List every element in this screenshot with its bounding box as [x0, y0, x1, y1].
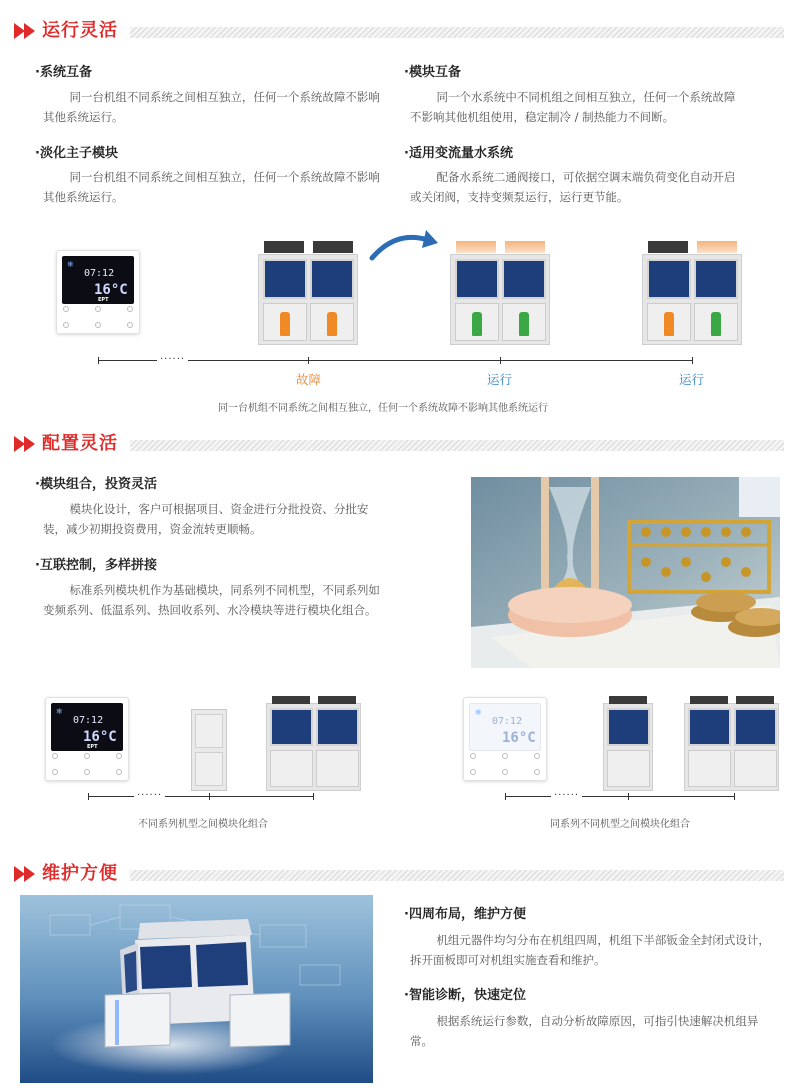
coil-panel — [270, 708, 313, 746]
controller-screen — [62, 256, 134, 304]
unit-body — [258, 254, 358, 345]
water-cooled-cabinet — [191, 709, 227, 791]
item-body: 同一个水系统中不同机组之间相互独立，任何一个系统故障不影响其他机组使用，稳定制冷 / 制热能力不间断。 — [410, 90, 736, 124]
diagram-caption: 同系列不同机型之间模块化组合 — [550, 819, 690, 830]
coil-panel — [694, 259, 738, 299]
section-divider — [130, 870, 784, 881]
module-unit-single — [603, 703, 653, 791]
lower-panel — [455, 303, 499, 341]
power-icon — [52, 769, 58, 775]
double-arrow-icon — [14, 22, 40, 40]
timeline-tick — [628, 793, 629, 800]
power-icon — [470, 769, 476, 775]
lower-panel — [647, 303, 691, 341]
diagram-caption: 不同系列机型之间模块化组合 — [138, 819, 268, 830]
lower-panel — [694, 303, 738, 341]
snowflake-icon: ❄ — [475, 708, 482, 717]
coil-panel — [734, 708, 777, 746]
time-readout: 07:12 — [492, 716, 523, 727]
compressor-icon — [327, 312, 337, 336]
fan-top — [697, 241, 737, 253]
controller-panel — [45, 697, 129, 781]
timeline-tick — [505, 793, 506, 800]
snowflake-icon: ❄ — [67, 260, 74, 269]
down-icon — [95, 322, 101, 328]
fan-top — [505, 241, 545, 253]
timer-icon — [116, 769, 122, 775]
item-body: 标准系列模块机作为基础模块，同系列不同机型，不同系列如变频系列、低温系列、热回收系列、水冷模块等进行模块化组合。 — [43, 583, 380, 617]
status-run: 运行 — [679, 372, 705, 387]
lower-panel — [734, 750, 777, 787]
lower-panel — [502, 303, 546, 341]
controller-screen — [51, 703, 123, 751]
timeline-tick — [500, 357, 501, 364]
item-title: ·智能诊断，快速定位 — [404, 988, 526, 1003]
power-icon — [63, 322, 69, 328]
temp-readout: 16°C — [94, 282, 128, 298]
fan-top — [318, 696, 356, 704]
lower-panel — [263, 303, 307, 341]
timeline-tick — [88, 793, 89, 800]
lower-panel — [310, 303, 354, 341]
diagram-caption: 同一台机组不同系统之间相互独立，任何一个系统故障不影响其他系统运行 — [218, 403, 548, 414]
status-fault: 故障 — [296, 372, 322, 387]
coil-panel — [310, 259, 354, 299]
coil-panel — [263, 259, 307, 299]
section-title: 配置灵活 — [42, 433, 118, 454]
double-arrow-icon — [14, 435, 40, 453]
unit-run — [450, 240, 550, 345]
down-icon — [84, 769, 90, 775]
item-title: ·四周布局，维护方便 — [404, 907, 526, 922]
item-title: ·互联控制，多样拼接 — [35, 558, 157, 573]
module-unit — [266, 703, 361, 791]
timeline-tick — [734, 793, 735, 800]
section-header-3 — [14, 861, 784, 887]
timer-icon — [127, 322, 133, 328]
fan-top — [736, 696, 774, 704]
coil-panel — [455, 259, 499, 299]
status-run: 运行 — [487, 372, 513, 387]
section-divider — [130, 440, 784, 451]
controller-screen — [469, 703, 541, 751]
mode-icon — [52, 753, 58, 759]
hourglass-abacus-photo — [471, 477, 780, 668]
curved-arrow-icon — [368, 226, 440, 262]
fan-top — [690, 696, 728, 704]
compressor-icon — [711, 312, 721, 336]
maintenance-unit-photo — [20, 895, 373, 1083]
controller-panel-light — [463, 697, 547, 781]
mode-icon — [63, 306, 69, 312]
item-body: 机组元器件均匀分布在机组四周，机组下半部钣金全封闭式设计，拆开面板即可对机组实施查看和维护。 — [410, 933, 770, 967]
controller-buttons — [470, 751, 540, 775]
unit-run-mixed — [642, 240, 742, 345]
timeline-tick — [98, 357, 99, 364]
fan-top — [272, 696, 310, 704]
lower-panel — [316, 750, 359, 787]
fan-icon — [534, 753, 540, 759]
item-body: 模块化设计，客户可根据项目、资金进行分批投资、分批安装，减少初期投资费用，资金流转更顺畅。 — [43, 502, 369, 536]
fan-top — [648, 241, 688, 253]
item-title: ·模块互备 — [404, 65, 461, 80]
compressor-icon — [472, 312, 482, 336]
controller-buttons — [52, 751, 122, 775]
timeline-ellipsis: ······ — [157, 355, 188, 365]
snowflake-icon: ❄ — [56, 707, 63, 716]
timeline-ellipsis: ······ — [551, 791, 582, 801]
item-body: 配备水系统二通阀接口，可依据空调末端负荷变化自动开启或关闭阀，支持变频泵运行，运行更节能。 — [410, 170, 736, 204]
fan-top — [456, 241, 496, 253]
brand-logo: EPT — [87, 744, 98, 750]
timer-icon — [534, 769, 540, 775]
unit-body — [450, 254, 550, 345]
timeline-tick — [308, 357, 309, 364]
time-readout: 07:12 — [84, 268, 115, 279]
up-icon — [502, 753, 508, 759]
module-unit — [684, 703, 779, 791]
up-icon — [84, 753, 90, 759]
controller-buttons — [63, 304, 133, 328]
section-header-2 — [14, 431, 784, 457]
item-title: ·淡化主子模块 — [35, 146, 118, 161]
timeline — [88, 796, 314, 797]
item-body: 根据系统运行参数，自动分析故障原因，可指引快速解决机组异常。 — [410, 1014, 759, 1048]
coil-panel — [607, 708, 650, 746]
cabinet-panel — [195, 714, 223, 748]
temp-readout: 16°C — [83, 729, 117, 745]
coil-panel — [688, 708, 731, 746]
item-body: 同一台机组不同系统之间相互独立，任何一个系统故障不影响其他系统运行。 — [43, 90, 380, 124]
coil-panel — [316, 708, 359, 746]
item-title: ·系统互备 — [35, 65, 92, 80]
double-arrow-icon — [14, 865, 40, 883]
timeline-tick — [692, 357, 693, 364]
mode-icon — [470, 753, 476, 759]
section-header-1 — [14, 18, 784, 44]
unit-fault — [258, 240, 358, 345]
lower-panel — [607, 750, 650, 787]
section-title: 运行灵活 — [42, 20, 118, 41]
cabinet-panel — [195, 752, 223, 786]
section-title: 维护方便 — [42, 863, 118, 884]
compressor-icon — [519, 312, 529, 336]
down-icon — [502, 769, 508, 775]
coil-panel — [502, 259, 546, 299]
fan-top — [609, 696, 647, 704]
fan-icon — [116, 753, 122, 759]
fan-top — [264, 241, 304, 253]
lower-panel — [688, 750, 731, 787]
up-icon — [95, 306, 101, 312]
compressor-icon — [664, 312, 674, 336]
coil-panel — [647, 259, 691, 299]
item-body: 同一台机组不同系统之间相互独立，任何一个系统故障不影响其他系统运行。 — [43, 170, 380, 204]
section-divider — [130, 27, 784, 38]
brand-logo: EPT — [98, 297, 109, 303]
timeline-tick — [313, 793, 314, 800]
item-title: ·模块组合，投资灵活 — [35, 477, 157, 492]
lower-panel — [270, 750, 313, 787]
timeline-tick — [209, 793, 210, 800]
controller-panel — [56, 250, 140, 334]
item-title: ·适用变流量水系统 — [404, 146, 513, 161]
compressor-icon — [280, 312, 290, 336]
fan-icon — [127, 306, 133, 312]
timeline — [505, 796, 735, 797]
timeline-ellipsis: ······ — [134, 791, 165, 801]
temp-readout: 16°C — [502, 730, 536, 746]
time-readout: 07:12 — [73, 715, 104, 726]
unit-body — [642, 254, 742, 345]
fan-top — [313, 241, 353, 253]
